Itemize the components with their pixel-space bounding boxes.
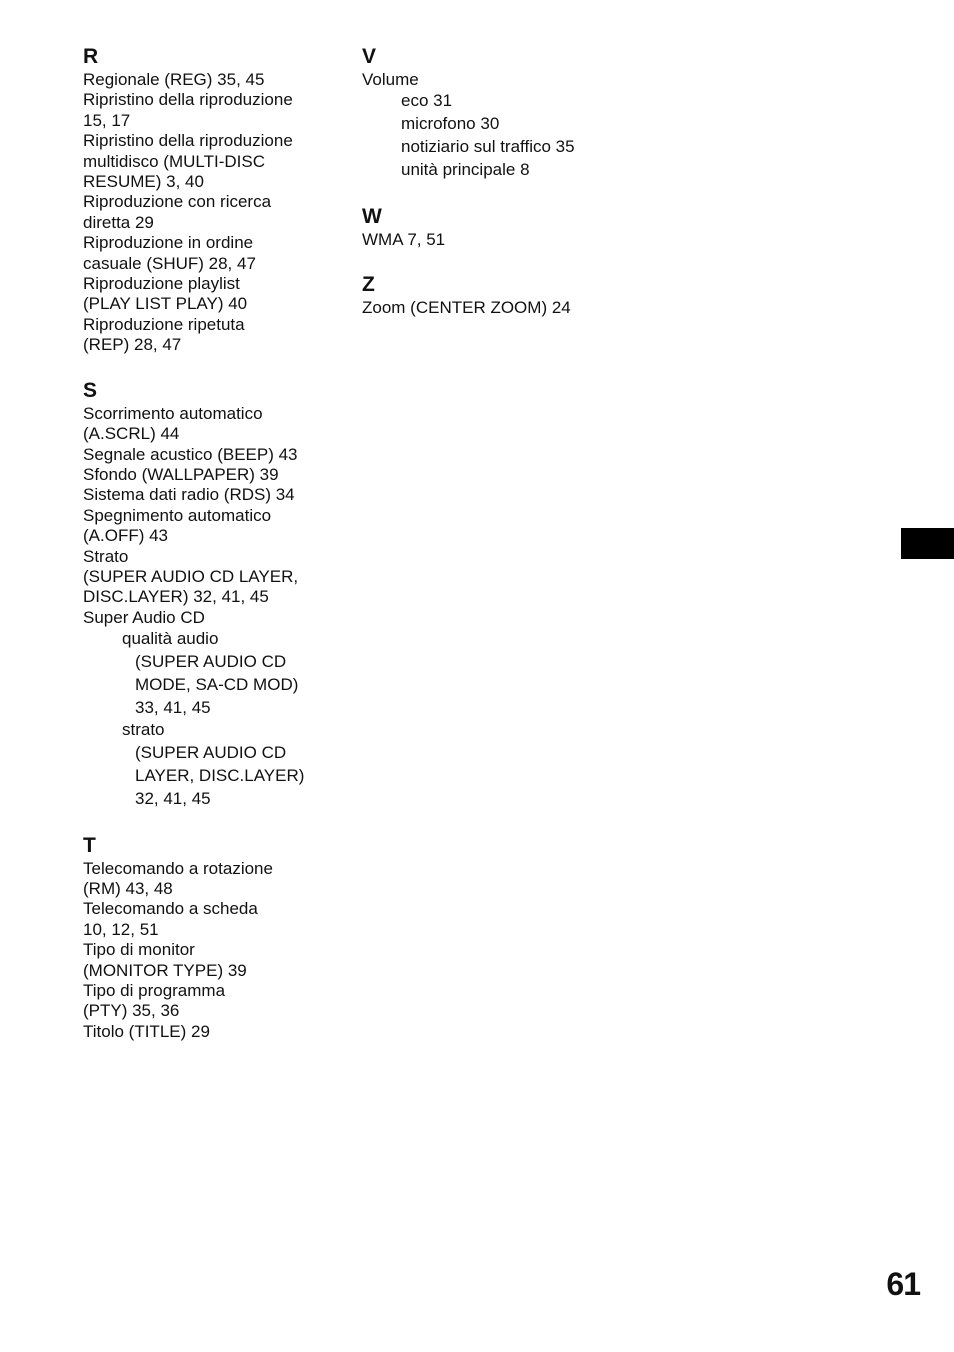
index-entry: Regionale (REG) 35, 45 [83, 70, 265, 89]
section-letter: W [362, 204, 382, 228]
index-entry: (PTY) 35, 36 [83, 1001, 180, 1021]
index-column-left [83, 44, 333, 1042]
index-entry: Ripristino della riproduzione [83, 131, 293, 151]
index-entry: 15, 17 [83, 110, 131, 130]
index-entry: casuale (SHUF) 28, 47 [83, 253, 256, 273]
section-letter: Z [362, 273, 375, 296]
index-subentry-detail: MODE, SA-CD MOD) [135, 674, 299, 694]
section-letter: S [83, 378, 98, 402]
index-section-t [83, 833, 333, 1043]
index-section-s [83, 378, 333, 811]
index-subentry-detail: 32, 41, 45 [135, 788, 211, 808]
index-subentry-detail: LAYER, DISC.LAYER) [135, 765, 305, 785]
index-entry: Telecomando a scheda [83, 899, 258, 919]
index-entry: diretta 29 [83, 212, 154, 232]
index-subentry: eco 31 [401, 91, 453, 111]
index-entry: Riproduzione in ordine [83, 233, 254, 253]
index-entry: Zoom (CENTER ZOOM) 24 [362, 298, 571, 317]
index-section-z [362, 272, 662, 318]
index-entry: Strato [83, 546, 129, 566]
index-entry: Segnale acustico (BEEP) 43 [83, 444, 298, 464]
index-entry: Tipo di monitor [83, 940, 195, 960]
index-entry: Telecomando a rotazione [83, 858, 273, 878]
index-subentry-detail: (SUPER AUDIO CD [135, 651, 287, 671]
index-entry: (RM) 43, 48 [83, 878, 173, 898]
index-entry: (MONITOR TYPE) 39 [83, 960, 247, 980]
section-letter: T [83, 833, 96, 857]
index-entry: WMA 7, 51 [362, 229, 446, 249]
index-entry: DISC.LAYER) 32, 41, 45 [83, 587, 269, 607]
index-entry: (REP) 28, 47 [83, 335, 182, 355]
index-subentry: microfono 30 [401, 114, 500, 134]
index-entry: Super Audio CD [83, 607, 205, 627]
index-entry: (A.OFF) 43 [83, 526, 169, 546]
index-entry: 10, 12, 51 [83, 919, 159, 939]
index-entry: Riproduzione playlist [83, 274, 240, 294]
index-entry: (A.SCRL) 44 [83, 424, 180, 444]
section-thumb-tab [901, 528, 954, 559]
index-subentry: qualità audio [122, 629, 219, 649]
index-entry: RESUME) 3, 40 [83, 172, 204, 192]
index-subentry: unità principale 8 [401, 159, 530, 179]
index-entry: Tipo di programma [83, 980, 226, 1000]
index-column-right [362, 44, 662, 318]
index-entry: (PLAY LIST PLAY) 40 [83, 294, 248, 314]
index-entry: (SUPER AUDIO CD LAYER, [83, 566, 299, 586]
index-subentry: strato [122, 720, 165, 740]
index-subentry-detail: 33, 41, 45 [135, 697, 211, 717]
page-number: 61 [886, 1266, 920, 1302]
index-entry: multidisco (MULTI-DISC [83, 151, 265, 171]
index-section-w [362, 204, 662, 250]
section-letter: R [83, 45, 99, 68]
index-entry: Sfondo (WALLPAPER) 39 [83, 464, 279, 484]
index-section-r [83, 44, 333, 356]
index-entry: Titolo (TITLE) 29 [83, 1021, 210, 1041]
index-entry: Ripristino della riproduzione [83, 90, 293, 110]
index-entry: Volume [362, 70, 419, 89]
index-subentry-detail: (SUPER AUDIO CD [135, 743, 287, 763]
section-letter: V [362, 45, 377, 68]
index-entry: Spegnimento automatico [83, 505, 272, 525]
index-entry: Scorrimento automatico [83, 403, 263, 423]
index-entry: Sistema dati radio (RDS) 34 [83, 485, 295, 505]
index-entry: Riproduzione ripetuta [83, 314, 245, 334]
index-section-v [362, 44, 662, 182]
index-entry: Riproduzione con ricerca [83, 192, 272, 212]
index-subentry: notiziario sul traffico 35 [401, 137, 575, 156]
